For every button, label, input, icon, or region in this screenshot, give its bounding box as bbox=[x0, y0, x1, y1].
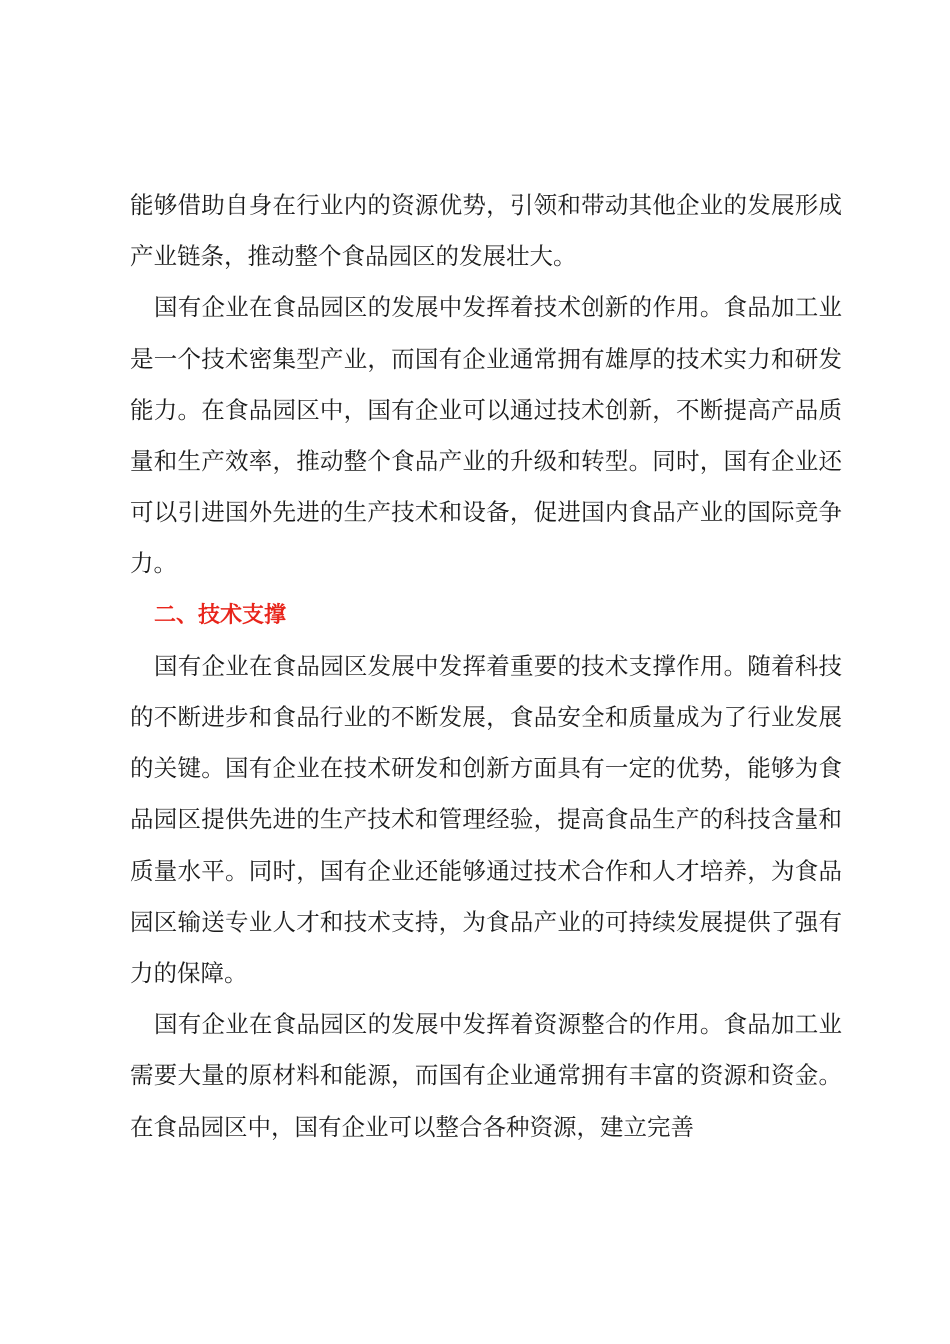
paragraph-continuation: 能够借助自身在行业内的资源优势，引领和带动其他企业的发展形成产业链条，推动整个食品园区的发展壮大。 bbox=[130, 191, 842, 271]
paragraph-resource-integration: 国有企业在食品园区的发展中发挥着资源整合的作用。食品加工业需要大量的原材料和能源，而国有企业通常拥有丰富的资源和资金。在食品园区中，国有企业可以整合各种资源，建立完善 bbox=[130, 1010, 842, 1141]
paragraph-tech-support: 国有企业在食品园区发展中发挥着重要的技术支撑作用。随着科技的不断进步和食品行业的不断发展，食品安全和质量成为了行业发展的关键。国有企业在技术研发和创新方面具有一定的优势，能够为食品园区提供先进的生产技术和管理经验，提高食品生产的科技含量和质量水平。同时，国有企业还能够通过技术合作和人才培养，为食品园区输送专业人才和技术支持，为食品产业的可持续发展提供了强有力的保障。 bbox=[130, 651, 842, 988]
document-page bbox=[130, 180, 842, 1153]
section-heading-tech-support: 二、技术支撑 bbox=[154, 602, 287, 628]
paragraph-tech-innovation: 国有企业在食品园区的发展中发挥着技术创新的作用。食品加工业是一个技术密集型产业，而国有企业通常拥有雄厚的技术实力和研发能力。在食品园区中，国有企业可以通过技术创新，不断提高产品质量和生产效率，推动整个食品产业的升级和转型。同时，国有企业还可以引进国外先进的生产技术和设备，促进国内食品产业的国际竞争力。 bbox=[130, 293, 842, 578]
